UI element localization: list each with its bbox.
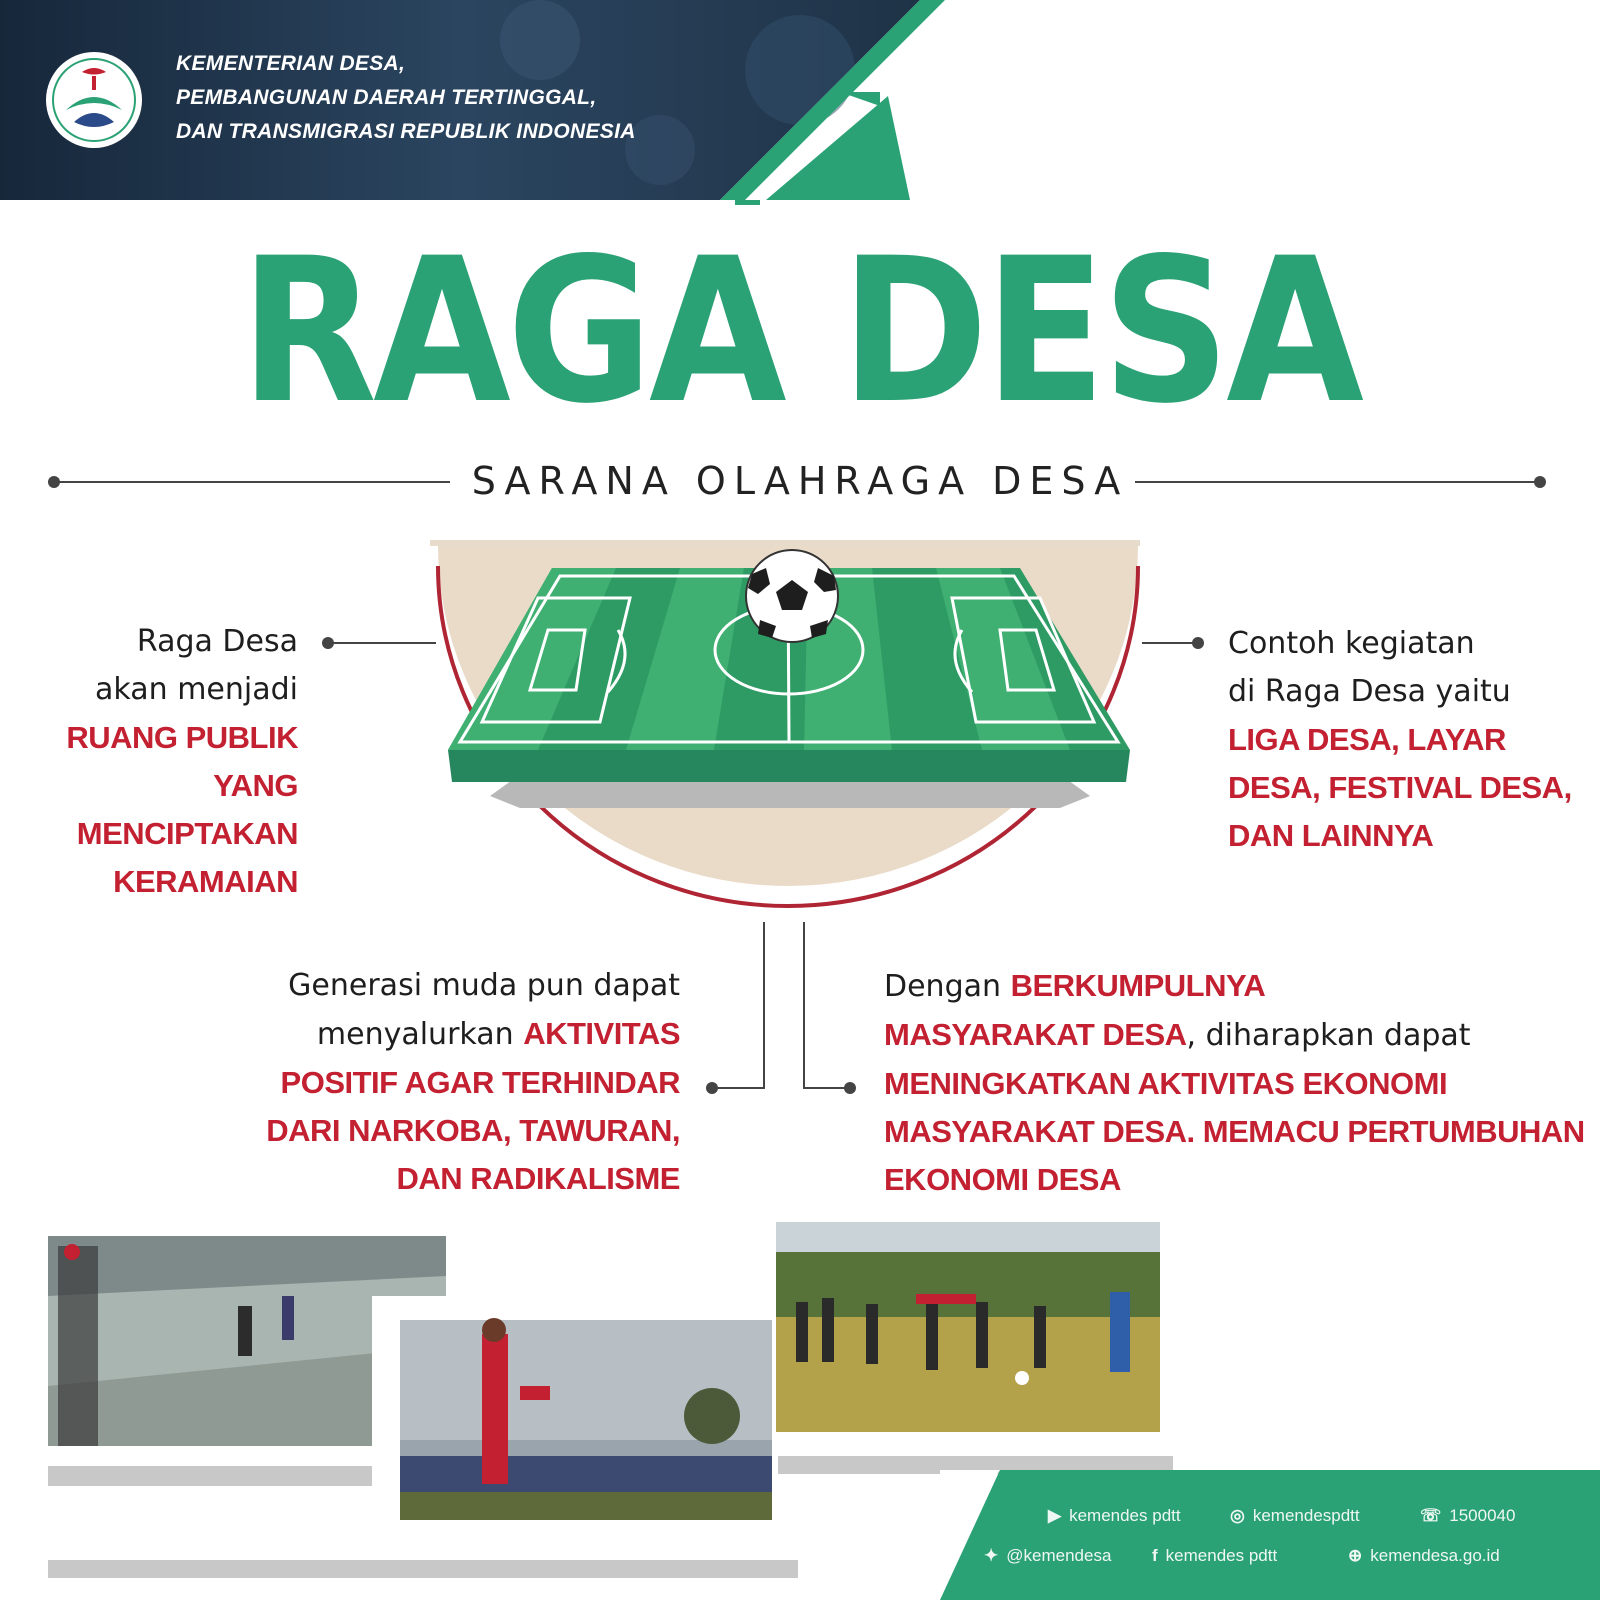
right-highlight-line-3: DAN LAINNYA: [1228, 818, 1434, 853]
photo-2-shadow: [48, 1560, 798, 1578]
facebook-icon: f: [1152, 1546, 1158, 1565]
org-name-line-1: KEMENTERIAN DESA,: [176, 52, 406, 75]
bottom-right-highlight-line-2: MASYARAKAT DESA. MEMACU PERTUMBUHAN: [884, 1114, 1585, 1149]
bottom-left-highlight-line-2: DARI NARKOBA, TAWURAN,: [266, 1113, 680, 1148]
bottom-left-highlight-line-1: POSITIF AGAR TERHINDAR: [280, 1065, 680, 1100]
right-highlight-line-1: LIGA DESA, LAYAR: [1228, 722, 1506, 757]
left-text-line-2: akan menjadi: [95, 672, 298, 707]
org-name-line-3: DAN TRANSMIGRASI REPUBLIK INDONESIA: [176, 120, 636, 143]
bottom-right-line-1-plain: Dengan: [884, 969, 1011, 1004]
right-highlight-line-2: DESA, FESTIVAL DESA,: [1228, 770, 1572, 805]
twitter-icon: ✦: [984, 1546, 999, 1565]
header-banner: [0, 0, 1600, 220]
right-text-line-2: di Raga Desa yaitu: [1228, 674, 1511, 709]
bottom-left-line-2: [160, 1010, 680, 1059]
instagram-icon: ◎: [1230, 1506, 1245, 1525]
facebook-link[interactable]: [1152, 1546, 1277, 1566]
photo-field-event-image: [776, 1222, 1160, 1432]
header-background: [0, 0, 1600, 220]
bottom-right-line-2-red: MASYARAKAT DESA: [884, 1017, 1187, 1052]
photo-field-event: [776, 1222, 1160, 1432]
page-subtitle: SARANA OLAHRAGA DESA: [471, 459, 1129, 503]
website-label: kemendesa.go.id: [1370, 1546, 1500, 1565]
footer-background: [940, 1470, 1600, 1600]
page-title: RAGA DESA: [240, 215, 1360, 448]
globe-icon: ⊕: [1348, 1546, 1363, 1565]
instagram-link[interactable]: [1230, 1506, 1360, 1526]
bottom-right-line-2: [884, 1011, 1594, 1060]
youtube-label: kemendes pdtt: [1069, 1506, 1181, 1525]
bottom-left-highlight-line-3: DAN RADIKALISME: [396, 1161, 680, 1196]
bottom-right-highlight-line-3: EKONOMI DESA: [884, 1162, 1121, 1197]
website-link[interactable]: [1348, 1546, 1500, 1566]
instagram-label: kemendespdtt: [1252, 1506, 1360, 1525]
bottom-right-info-block: [884, 962, 1594, 1204]
bottom-left-info-block: [160, 962, 680, 1203]
photo-kid-kicking-image: [372, 1296, 800, 1536]
bottom-left-line-2-plain: menyalurkan: [316, 1017, 524, 1052]
twitter-label: @kemendesa: [1006, 1546, 1112, 1565]
twitter-link[interactable]: [984, 1546, 1111, 1566]
bottom-left-line-2-red: AKTIVITAS: [523, 1016, 680, 1051]
org-name-line-2: PEMBANGUNAN DAERAH TERTINGGAL,: [176, 86, 597, 109]
youtube-link[interactable]: [1048, 1506, 1181, 1526]
left-highlight-line-3: KERAMAIAN: [113, 864, 298, 899]
facebook-label: kemendes pdtt: [1165, 1546, 1278, 1565]
right-info-block: [1228, 620, 1588, 860]
whatsapp-label: 1500040: [1449, 1506, 1516, 1525]
whatsapp-link[interactable]: [1420, 1506, 1515, 1526]
footer-social-bar: [940, 1470, 1600, 1600]
bottom-right-highlight-line-1: MENINGKATKAN AKTIVITAS EKONOMI: [884, 1066, 1448, 1101]
bottom-right-line-1-red: BERKUMPULNYA: [1010, 968, 1266, 1003]
right-text-line-1: Contoh kegiatan: [1228, 626, 1475, 661]
left-info-block: [0, 618, 298, 906]
left-highlight-line-2: YANG MENCIPTAKAN: [76, 768, 298, 851]
left-highlight-line-1: RUANG PUBLIK: [66, 720, 298, 755]
whatsapp-icon: ☏: [1420, 1506, 1442, 1525]
kemendesa-logo-icon: [44, 50, 144, 150]
bottom-left-line-1: Generasi muda pun dapat: [288, 968, 680, 1003]
bottom-right-line-2-plain: , diharapkan dapat: [1186, 1018, 1471, 1053]
youtube-icon: ▶: [1048, 1506, 1062, 1525]
bottom-right-line-1: [884, 962, 1594, 1011]
photo-frame-kid: [372, 1296, 800, 1536]
left-text-line-1: Raga Desa: [136, 624, 298, 659]
